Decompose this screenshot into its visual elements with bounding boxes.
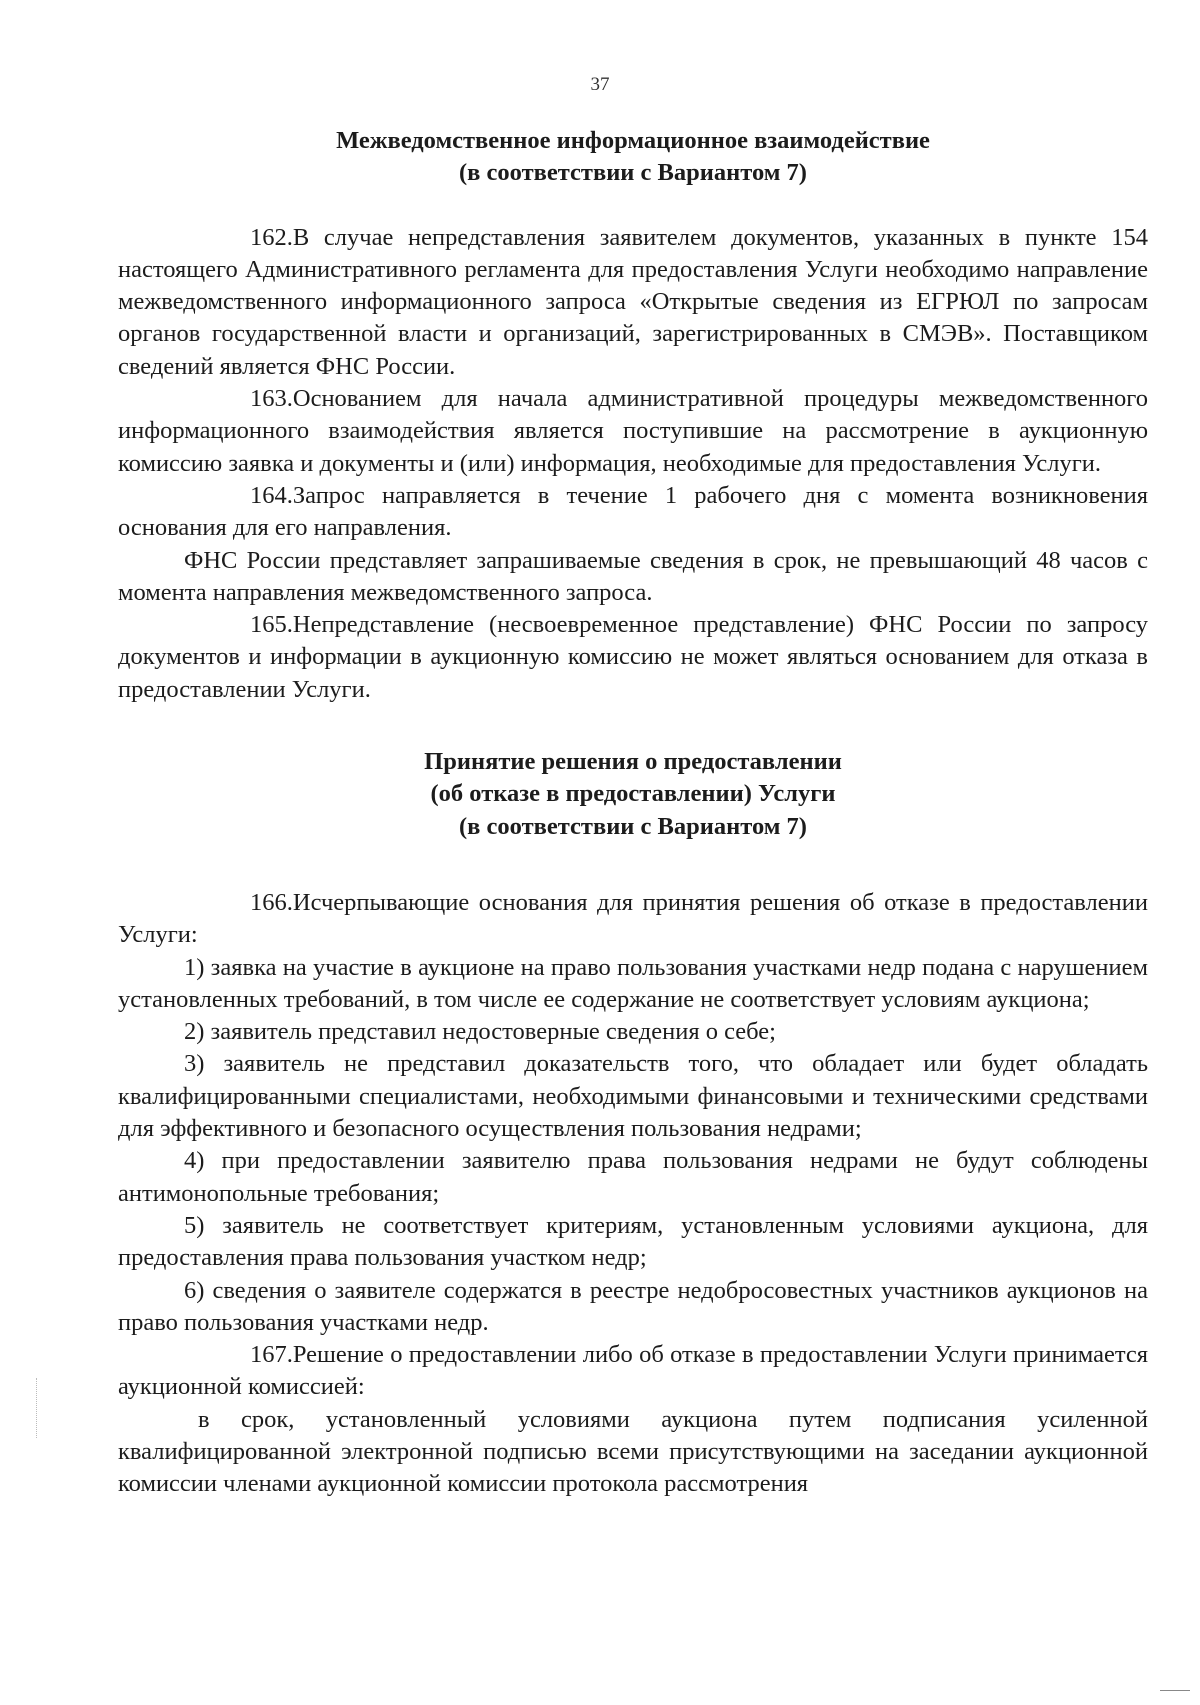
paragraph-number: 166. xyxy=(250,888,293,916)
paragraph-text: 1) заявка на участие в аукционе на право пользования участками недр подана с нарушением установленных требований, в том числе ее содержание не соответствует условиям аукциона; xyxy=(118,953,1148,1013)
section-title-line: (в соответствии с Вариантом 7) xyxy=(459,159,807,187)
paragraph-text: Решение о предоставлении либо об отказе в предоставлении Услуги принимается аукционной комиссией: xyxy=(118,1341,1148,1401)
paragraph-number: 165. xyxy=(250,611,293,639)
paragraph-text: Непредставление (несвоевременное представление) ФНС России по запросу документов и информации в аукционную комиссию не может являться основанием для отказа в предоставлении Услуги. xyxy=(118,611,1148,703)
paragraph-text: 3) заявитель не представил доказательств того, что обладает или будет обладать квалифицированными специалистами, необходимыми финансовыми и техническими средствами для эффективного и безопасного осуществления пользования недрами; xyxy=(118,1050,1148,1143)
paragraph-text: 2) заявитель представил недостоверные сведения о себе; xyxy=(184,1018,776,1046)
paragraph-number: 163. xyxy=(250,385,293,413)
list-item-2 xyxy=(118,1016,1148,1048)
paragraph-number: 162. xyxy=(250,223,293,251)
paragraph-text: В случае непредставления заявителем документов, указанных в пункте 154 настоящего Административного регламента для предоставления Услуги необходимо направление межведомственного информационного запроса «Открытые сведения из ЕГРЮЛ по запросам органов государственной власти и организаций, зарегистрированных в СМЭВ». Поставщиком сведений является ФНС России. xyxy=(118,223,1148,380)
section-title-line: Принятие решения о предоставлении xyxy=(424,748,842,776)
section-title-line: (об отказе в предоставлении) Услуги xyxy=(430,780,836,808)
paragraph-162 xyxy=(118,222,1148,383)
paragraph-164 xyxy=(118,480,1148,545)
paragraph-text: 5) заявитель не соответствует критериям, установленным условиями аукциона, для предоставления права пользования участком недр; xyxy=(118,1211,1148,1272)
section-title-line: Межведомственное информационное взаимодействие xyxy=(336,127,930,154)
list-item-4 xyxy=(118,1145,1148,1210)
list-item-6 xyxy=(118,1275,1148,1340)
paragraph-text: в срок, установленный условиями аукциона путем подписания усиленной квалифицированной электронной подписью всеми присутствующими на заседании аукционной комиссии членами аукционной комиссии протокола рассмотрения xyxy=(118,1405,1148,1498)
paragraph-163 xyxy=(118,383,1148,480)
paragraph-166 xyxy=(118,887,1148,952)
list-item-3 xyxy=(118,1048,1148,1145)
paragraph-165 xyxy=(118,609,1148,706)
scan-corner-mark xyxy=(1160,1690,1190,1691)
paragraph-text: Основанием для начала административной процедуры межведомственного информационного взаимодействия является поступившие на рассмотрение в аукционную комиссию заявка и документы и (или) информация, необходимые для предоставления Услуги. xyxy=(118,385,1148,477)
paragraph-number: 167. xyxy=(250,1341,293,1369)
document-body xyxy=(118,125,1148,1501)
section-heading-decision xyxy=(118,746,1148,843)
scan-margin-mark xyxy=(36,1378,38,1438)
paragraph-text: ФНС России представляет запрашиваемые сведения в срок, не превышающий 48 часов с момента направления межведомственного запроса. xyxy=(118,546,1148,606)
paragraph-167-continued xyxy=(118,1404,1148,1501)
paragraph-164-continued xyxy=(118,545,1148,610)
section-heading-interagency xyxy=(118,125,1148,190)
paragraph-text: Исчерпывающие основания для принятия решения об отказе в предоставлении Услуги: xyxy=(118,888,1148,949)
list-item-1 xyxy=(118,952,1148,1017)
paragraph-text: 6) сведения о заявителе содержатся в реестре недобросовестных участников аукционов на право пользования участками недр. xyxy=(118,1276,1148,1336)
section-title-line: (в соответствии с Вариантом 7) xyxy=(459,812,807,840)
paragraph-text: Запрос направляется в течение 1 рабочего дня с момента возникновения основания для его направления. xyxy=(118,481,1148,542)
paragraph-167 xyxy=(118,1339,1148,1404)
list-item-5 xyxy=(118,1210,1148,1275)
paragraph-number: 164. xyxy=(250,481,293,509)
page-number: 37 xyxy=(590,74,610,95)
paragraph-text: 4) при предоставлении заявителю права пользования недрами не будут соблюдены антимонопольные требования; xyxy=(118,1147,1148,1207)
